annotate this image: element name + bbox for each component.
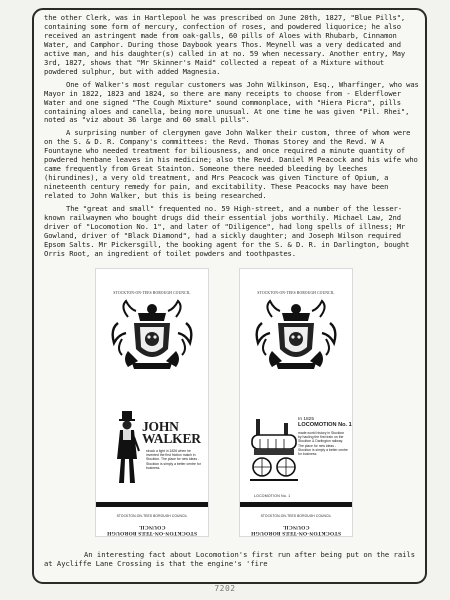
ad-small-print: STOCKTON-ON-TEES BOROUGH COUNCIL [116, 514, 188, 518]
john-walker-figure-icon [114, 411, 140, 485]
article-text [44, 14, 419, 263]
paragraph: One of Walker's most regular customers was John Wilkinson, Esq., Wharfinger, who was Mayor in 1822, 1823 and 1824, so there are many receipts to choose from - Elderflower Water and one signed "The Cough Mixture" sound commonplace, with "Hiera Picra", pills containing aloes and canella, being more unusual. At one time he was given "Pil. Rhei", noted as "viz about 36 large and 60 small pills". [44, 79, 419, 125]
paragraph: The "great and small" frequented no. 59 High-street, and a number of the lesser-known railwaymen who bought drugs did their essential jobs worthily. Michael Law, 2nd driver of "Locomotion No. 1", and later of "Diligence", had long spells of illness; Mr Gowland, driver of "Black Diamond", had a sickly daughter; and Joseph Wilson required Epsom Salts. Mr Pickersgill, the booking agent for the S. & D. R. in Darlington, bought Orris Root, an ingredient of toilet powders and toothpastes. [44, 204, 410, 258]
loco-caption: LOCOMOTION No. 1 [254, 494, 291, 498]
borough-crest-icon [108, 299, 196, 371]
page-frame [32, 8, 427, 584]
paragraph: the other Clerk, was in Hartlepool he was prescribed on June 20th, 1827, "Blue Pills", containing some form of mercury, confection of roses, and powdered liquorice; he also received an astringent made from oak-galls, 60 pills of Aloes with Rhubarb, Cinnamon Water, and Camphor. During those Daybook years Thos. Meynell was a very dedicated and active man, and his daughter(s) called in at no. 59 when necessary. Another entry, May 3rd, 1827, shows that "Mr Skinner's Maid" collected a repeat of a Mixture without powdered sulphur, but with added Magnesia. [44, 13, 406, 76]
loco-heading [298, 417, 352, 428]
page-number: 7202 [214, 584, 236, 593]
ad-inverted-caption: STOCKTON-ON-TEES BOROUGH COUNCIL [106, 524, 198, 536]
footer-paragraph: An interesting fact about Locomotion's first run after being put on the rails at Aycliffe Lane Crossing is that the engine's 'fire [44, 550, 416, 568]
ad-header: STOCKTON-ON-TEES BOROUGH COUNCIL [257, 291, 335, 295]
ad-title [142, 421, 208, 445]
loco-name: LOCOMOTION No. 1 [298, 421, 352, 428]
ad-black-band [96, 502, 208, 507]
paragraph: A surprising number of clergymen gave John Walker their custom, three of whom were on the S. & D. R. Company's committees: the Revd. Thomas Storey and the Revd. W A Fountayne who needed treatment for biliousness, and once required a minute quantity of powdered henbane leaves in his medicine; also the Revd. Daniel M Peacock and his wife who came frequently from Great Stainton. Someone there needed bleeding by leeches (hirundines), a very old treatment, and Mrs Peacock was given Tincture of Opium, a nineteenth century remedy for pain, and excitability. These Peacocks may have been related to John Walker, but this is being researched. [44, 128, 418, 201]
ad-title-line: WALKER [142, 431, 201, 446]
ad-small-print: STOCKTON-ON-TEES BOROUGH COUNCIL [260, 514, 332, 518]
ad-description: made world history in Stockton by hauling the first train on the Stockton & Darlington railway. The place for new ideas - Stockton is simply a better centre for business. [298, 431, 348, 457]
ad-title-line: JOHN [142, 419, 179, 434]
ad-black-band [240, 502, 352, 507]
locomotion-advert [239, 268, 353, 537]
locomotion-engine-icon [250, 419, 298, 489]
ad-description: struck a light in 1826 when he invented the first friction match in Stockton. The place for new ideas - Stockton is simply a better centre for business. [146, 449, 201, 470]
borough-crest-icon [252, 299, 340, 371]
john-walker-advert [95, 268, 209, 537]
ad-header: STOCKTON-ON-TEES BOROUGH COUNCIL [113, 291, 191, 295]
ad-inverted-caption: STOCKTON-ON-TEES BOROUGH COUNCIL [250, 524, 342, 536]
loco-year: In 1825 [298, 417, 315, 422]
